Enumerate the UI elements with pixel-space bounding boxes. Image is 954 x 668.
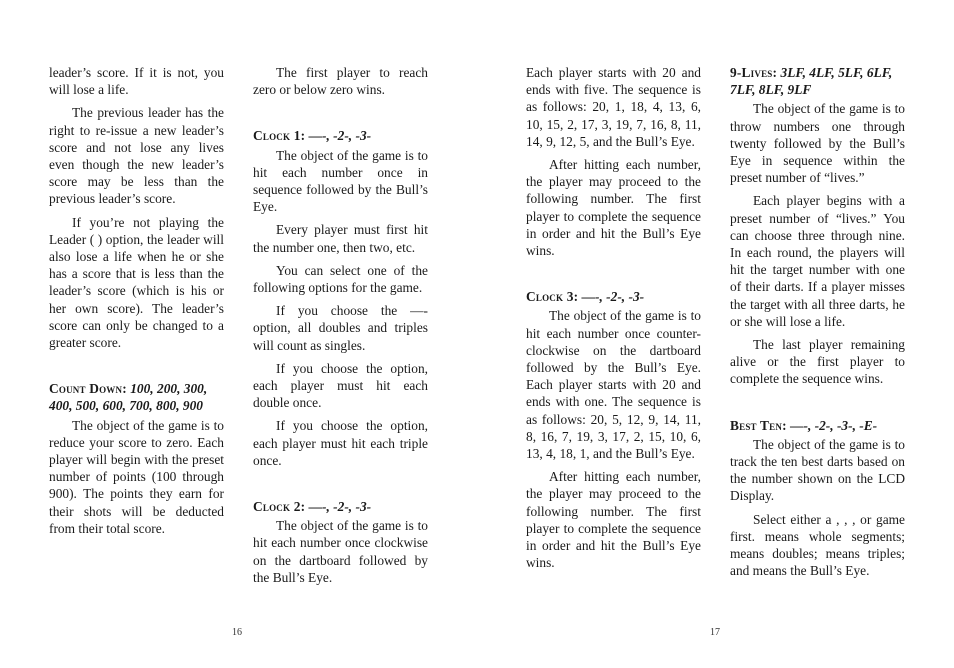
section-heading-best-ten xyxy=(730,417,905,434)
heading-title: Clock 3: xyxy=(526,289,579,305)
paragraph: The object of the game is to hit each number once clockwise on the dartboard followed by the Bull’s Eye. xyxy=(253,518,428,585)
paragraph: leader’s score. If it is not, you will lose a life. xyxy=(49,65,224,98)
paragraph: If you choose the —- option, all doubles and triples will count as singles. xyxy=(253,303,428,353)
section-heading-9-lives xyxy=(730,64,905,98)
paragraph: The object of the game is to throw numbers one through twenty followed by the Bull’s Eye in sequence within the preset number of “lives.” xyxy=(730,101,905,186)
paragraph: The last player remaining alive or the first player to complete the sequence wins. xyxy=(730,337,905,387)
heading-options: —-, -2-, -3- xyxy=(308,499,372,515)
paragraph: Every player must first hit the number one, then two, etc. xyxy=(253,222,428,255)
section-heading-clock-2 xyxy=(253,498,428,515)
paragraph: After hitting each number, the player may proceed to the following number. The first player to complete the sequence in order and hit the Bull’s Eye wins. xyxy=(526,469,701,571)
paragraph: The object of the game is to track the ten best darts based on the number shown on the LCD Display. xyxy=(730,436,905,504)
paragraph: The previous leader has the right to re-issue a new leader’s score and not lose any lives even though the new leader’s score may be less than the previous leader’s score. xyxy=(49,105,224,207)
paragraph: You can select one of the following options for the game. xyxy=(253,262,428,296)
paragraph: If you’re not playing the Leader ( ) option, the leader will also lose a life when he or she has a score that is less than the leader’s score (which is his or her own score). The leader’s score can only be changed to a greater score. xyxy=(49,214,224,351)
paragraph: The object of the game is to hit each number once in sequence followed by the Bull’s Eye. xyxy=(253,147,428,215)
heading-title: Best Ten: xyxy=(730,417,787,433)
paragraph: After hitting each number, the player may proceed to the following number. The first player to complete the sequence in order and hit the Bull’s Eye wins. xyxy=(526,157,701,259)
page-number-left: 16 xyxy=(232,627,242,638)
section-heading-clock-1 xyxy=(253,127,428,144)
paragraph: Each player starts with 20 and ends with five. The sequence is as follows: 20, 1, 18, 4, 13, 6, 10, 15, 2, 17, 3, 19, 7, 16, 8, 11, 14, 9, 12, 5, and the Bull’s Eye. xyxy=(526,65,701,149)
section-heading-clock-3 xyxy=(526,288,701,305)
heading-options: 100, 200, 300, 400, 500, 600, 700, 800, 900 xyxy=(49,381,208,414)
heading-options: —-, -2-, -3- xyxy=(308,128,372,144)
paragraph: If you choose the option, each player must hit each double once. xyxy=(253,360,428,411)
paragraph: Select either a , , , or game first. means whole segments; means doubles; means triples; and means the Bull’s Eye. xyxy=(730,511,905,579)
paragraph: The object of the game is to hit each number once counter-clockwise on the dartboard followed by the Bull’s Eye. Each player starts with 20 and ends with one. The sequence is as follows: 20, 5, 12, 9, 14, 11, 8, 16, 7, 19, 3, 17, 2, 15, 10, 6, 13, 4, 18, 1, and the Bull’s Eye. xyxy=(526,308,701,462)
right-page-column-2 xyxy=(730,64,905,585)
heading-title: Count Down: xyxy=(49,381,127,397)
left-page-column-2 xyxy=(253,64,428,592)
heading-options: —-, -2-, -3-, -E- xyxy=(790,417,878,433)
heading-title: 9-Lives: xyxy=(730,65,778,80)
right-page-column-1 xyxy=(526,64,701,577)
section-heading-count-down xyxy=(49,380,224,414)
paragraph: Each player begins with a preset number of “lives.” You can choose three through nine. In each round, the players will hit the target number with one of their darts. If a player misses the target with all three darts, he or she will lose a life. xyxy=(730,193,905,329)
heading-options: 3LF, 4LF, 5LF, 6LF, 7LF, 8LF, 9LF xyxy=(730,65,893,98)
paragraph: If you choose the option, each player must hit each triple once. xyxy=(253,418,428,468)
heading-options: —-, -2-, -3- xyxy=(581,289,645,305)
paragraph: The first player to reach zero or below zero wins. xyxy=(253,65,428,98)
heading-title: Clock 1: xyxy=(253,128,306,144)
heading-title: Clock 2: xyxy=(253,499,306,515)
left-page-column-1 xyxy=(49,64,224,543)
paragraph: The object of the game is to reduce your score to zero. Each player will begin with the preset number of points (100 through 900). The points they earn for their shots will be deducted from their total score. xyxy=(49,417,224,536)
page-number-right: 17 xyxy=(710,627,720,638)
